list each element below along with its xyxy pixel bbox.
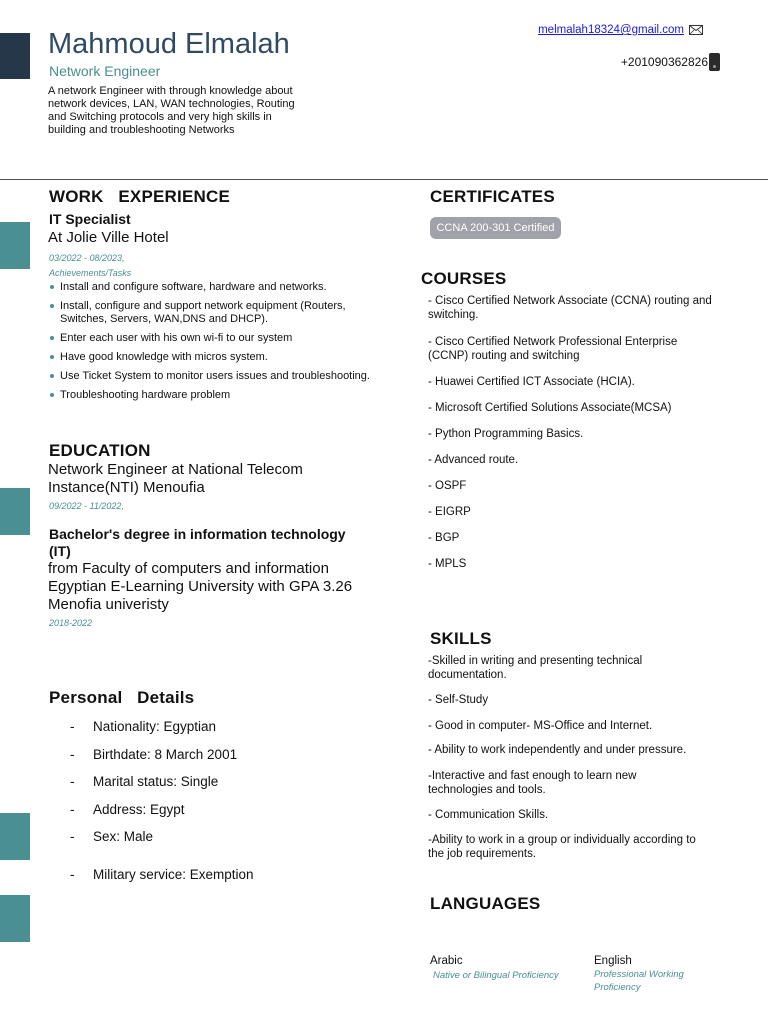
dash-marker: - (70, 746, 75, 762)
list-item (428, 427, 728, 453)
list-item (428, 654, 728, 693)
personal-detail: Address: Egypt (93, 801, 185, 817)
education-1-line1: Network Engineer at National Telecom (48, 461, 303, 478)
skill-text: -Skilled in writing and presenting technical documentation. (428, 655, 643, 681)
personal-accent-block (0, 813, 30, 860)
degree-title-line2: (IT) (49, 543, 71, 559)
list-item: Install and configure software, hardware and networks. (49, 281, 379, 294)
candidate-role: Network Engineer (49, 63, 161, 79)
skill-text: -Ability to work in a group or individually according to the job requirements. (428, 834, 696, 860)
list-item (428, 693, 728, 719)
skill-text: - Ability to work independently and under pressure. (428, 744, 687, 756)
personal-detail: Marital status: Single (93, 774, 219, 789)
header-divider (0, 179, 768, 180)
course-text: - Microsoft Certified Solutions Associate(MCSA) (428, 402, 672, 414)
job-dates: 03/2022 - 08/2023, (49, 253, 125, 263)
list-item (428, 401, 728, 427)
dash-marker: - (70, 719, 75, 734)
email-link[interactable]: melmalah18324@gmail.com (538, 24, 684, 36)
list-item (428, 808, 728, 833)
course-text: - EIGRP (428, 506, 471, 518)
tasks-label: Achievements/Tasks (49, 268, 132, 278)
degree-line3: Menofia univeristy (48, 596, 169, 613)
language-english-level: Professional Working Proficiency (594, 969, 684, 993)
list-item (70, 802, 254, 830)
list-item (428, 769, 728, 808)
language-arabic-name: Arabic (430, 955, 463, 967)
tasks-list (49, 281, 379, 408)
list-item (428, 531, 728, 557)
list-item (70, 719, 254, 747)
list-item (428, 719, 728, 743)
certificates-heading: CERTIFICATES (430, 187, 555, 206)
list-item (70, 867, 254, 895)
dash-marker: - (70, 829, 75, 844)
course-text: - MPLS (428, 558, 467, 570)
education-accent-block (0, 488, 30, 535)
course-text: - Cisco Certified Network Professional Enterprise (CCNP) routing and switching (428, 336, 678, 362)
list-item: Have good knowledge with micros system. (49, 351, 379, 364)
list-item (428, 335, 728, 375)
languages-heading: LANGUAGES (430, 894, 541, 913)
course-text: - OSPF (428, 480, 467, 492)
job-title: IT Specialist (49, 211, 131, 227)
skill-text: -Interactive and fast enough to learn new technologies and tools. (428, 770, 637, 796)
personal-detail: Birthdate: 8 March 2001 (93, 746, 238, 762)
job-company: At Jolie Ville Hotel (48, 229, 169, 246)
list-item (428, 294, 728, 335)
skill-text: - Good in computer- MS-Office and Internet. (428, 720, 653, 732)
education-1-dates: 09/2022 - 11/2022, (49, 501, 124, 511)
degree-title-line1: Bachelor's degree in information technology (49, 526, 346, 542)
phone-number: +201090362826 (620, 55, 708, 69)
list-item (70, 747, 254, 775)
list-item: Enter each user with his own wi-fi to our system (49, 332, 379, 345)
skills-heading: SKILLS (430, 629, 492, 648)
summary-text: A network Engineer with through knowledge about network devices, LAN, WAN technologies, Routing and Switching protocols and very high skills in building and troubleshooting Networks (48, 85, 295, 136)
work-experience-heading: WORK EXPERIENCE (49, 187, 230, 206)
personal-details-heading: Personal Details (49, 688, 195, 707)
dash-marker: - (70, 867, 75, 882)
skill-text: - Communication Skills. (428, 809, 549, 821)
language-english-name: English (594, 955, 632, 967)
course-text: - Python Programming Basics. (428, 428, 584, 440)
education-heading: EDUCATION (49, 441, 151, 460)
personal-detail: Nationality: Egyptian (93, 719, 217, 734)
list-item (428, 833, 728, 863)
list-item (428, 375, 728, 401)
dash-marker: - (70, 801, 75, 817)
certificate-badge: CCNA 200-301 Certified (430, 217, 561, 239)
courses-heading: COURSES (421, 269, 507, 288)
mobile-phone-icon (709, 53, 720, 71)
degree-line1: from Faculty of computers and information (48, 560, 329, 577)
personal-accent-block-2 (0, 895, 30, 942)
work-accent-block (0, 222, 30, 269)
skill-text: - Self-Study (428, 694, 489, 706)
list-item: Install, configure and support network equipment (Routers, Switches, Servers, WAN,DNS and DHCP). (49, 300, 379, 326)
personal-detail: Military service: Exemption (93, 867, 254, 882)
list-item: Use Ticket System to monitor users issues and troubleshooting. (49, 370, 379, 383)
list-item (428, 743, 728, 769)
list-item (70, 829, 254, 867)
list-item (428, 505, 728, 531)
degree-dates: 2018-2022 (49, 618, 93, 628)
course-text: - Huawei Certified ICT Associate (HCIA). (428, 376, 635, 388)
personal-details-list (70, 719, 254, 895)
course-text: - BGP (428, 532, 460, 544)
language-arabic-level: Native or Bilingual Proficiency (433, 970, 559, 981)
list-item (428, 479, 728, 505)
header-accent-block (0, 33, 30, 79)
list-item (70, 774, 254, 802)
list-item (428, 557, 728, 577)
education-1-line2: Instance(NTI) Menoufia (48, 479, 205, 496)
course-text: - Advanced route. (428, 454, 519, 466)
courses-list (428, 294, 728, 577)
list-item: Troubleshooting hardware problem (49, 389, 379, 402)
dash-marker: - (70, 774, 75, 789)
course-text: - Cisco Certified Network Associate (CCNA) routing and switching. (428, 295, 712, 321)
list-item (428, 453, 728, 479)
candidate-name: Mahmoud Elmalah (48, 28, 290, 60)
personal-detail: Sex: Male (93, 829, 154, 844)
envelope-icon (689, 25, 703, 35)
degree-line2: Egyptian E-Learning University with GPA 3.26 (48, 578, 353, 595)
skills-list (428, 654, 728, 863)
